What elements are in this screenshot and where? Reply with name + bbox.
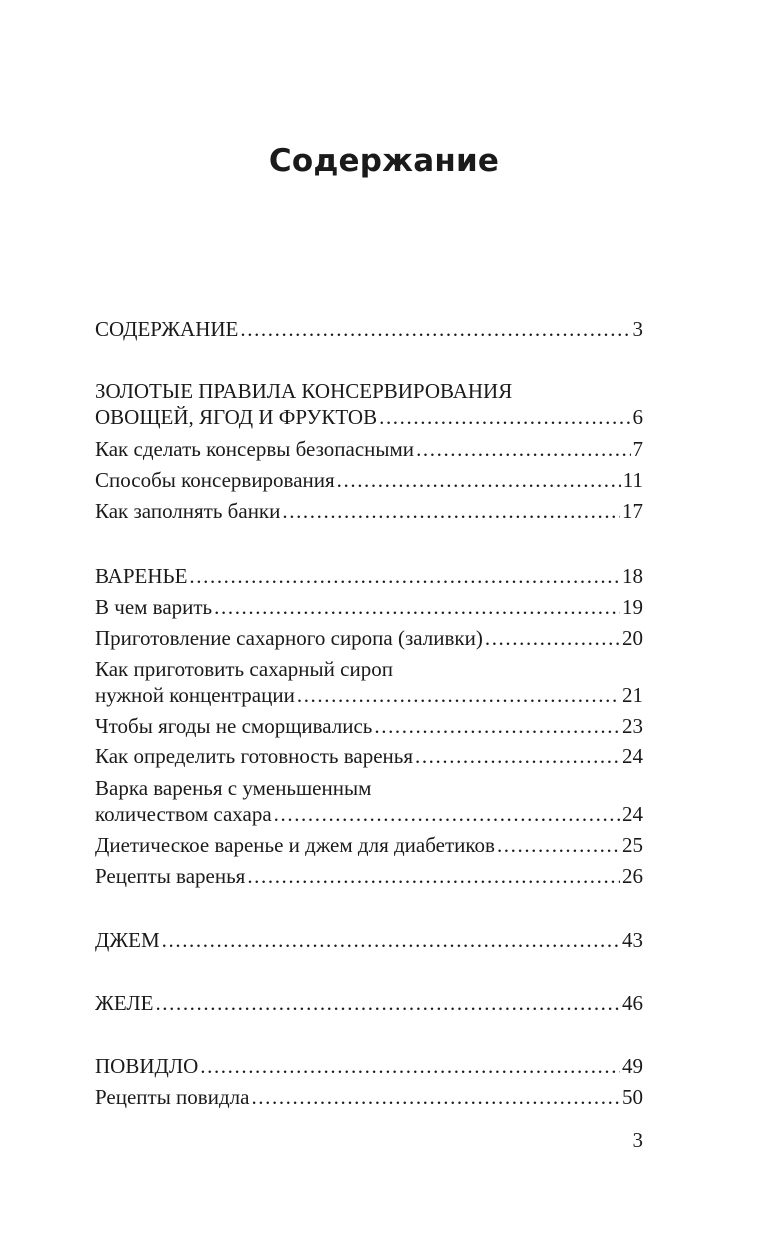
- toc-entry-title: ДЖЕМ: [95, 928, 160, 952]
- toc-entry-title: Рецепты повидла: [95, 1085, 250, 1109]
- toc-dot-leader: [497, 832, 620, 858]
- toc-entry-page: 46: [622, 991, 643, 1015]
- toc-entry: [95, 927, 643, 953]
- toc-entry-page: 43: [622, 928, 643, 952]
- toc-dot-leader: [155, 990, 620, 1016]
- toc-entry-page: 49: [622, 1054, 643, 1078]
- toc-dot-leader: [374, 713, 620, 739]
- toc-entry-title: Рецепты варенья: [95, 864, 246, 888]
- toc-entry: [95, 832, 643, 858]
- toc-dot-leader: [247, 863, 620, 889]
- toc-entry: [95, 990, 643, 1016]
- toc-entry-title: ВАРЕНЬЕ: [95, 564, 188, 588]
- toc-entry-title: В чем варить: [95, 595, 213, 619]
- toc-entry-title: ПОВИДЛО: [95, 1054, 199, 1078]
- toc-entry: [95, 743, 643, 769]
- toc-entry-page: 25: [622, 833, 643, 857]
- toc-entry: [95, 378, 643, 430]
- toc-entry-title: Способы консервирования: [95, 468, 335, 492]
- page-number: 3: [632, 1128, 643, 1152]
- toc-dot-leader: [189, 563, 620, 589]
- toc-dot-leader: [415, 743, 620, 769]
- toc-entry-page: 26: [622, 864, 643, 888]
- toc-dot-leader: [162, 927, 620, 953]
- toc-entry-title: ЖЕЛЕ: [95, 991, 154, 1015]
- toc-entry: [95, 1053, 643, 1079]
- toc-entry: [95, 775, 643, 827]
- toc-entry-page: 3: [632, 317, 643, 341]
- toc-entry: [95, 594, 643, 620]
- toc-dot-leader: [200, 1053, 620, 1079]
- toc-entry: [95, 713, 643, 739]
- toc-entry-page: 19: [622, 595, 643, 619]
- toc-entry: [95, 498, 643, 524]
- toc-entry-page: 24: [622, 802, 643, 826]
- page-title: Содержание: [268, 143, 500, 179]
- toc-dot-leader: [416, 436, 630, 462]
- toc-dot-leader: [214, 594, 620, 620]
- toc-entry-title: СОДЕРЖАНИЕ: [95, 317, 239, 341]
- toc-entry-page: 18: [622, 564, 643, 588]
- toc-entry-title: нужной концентрации: [95, 683, 295, 707]
- toc-entry-title: Приготовление сахарного сиропа (заливки): [95, 626, 483, 650]
- toc-entry-page: 24: [622, 744, 643, 768]
- toc-entry-title-line1: ЗОЛОТЫЕ ПРАВИЛА КОНСЕРВИРОВАНИЯ: [95, 379, 513, 403]
- toc-entry-title: Как определить готовность варенья: [95, 744, 413, 768]
- toc-entry-page: 17: [622, 499, 643, 523]
- toc-dot-leader: [274, 801, 620, 827]
- toc-entry-page: 11: [622, 468, 643, 492]
- toc-entry-page: 7: [632, 437, 643, 461]
- toc-entry: [95, 467, 643, 493]
- toc-entry-page: 6: [632, 405, 643, 429]
- toc-entry-page: 21: [622, 683, 643, 707]
- toc-entry-title-line1: Варка варенья с уменьшенным: [95, 776, 372, 800]
- toc-entry: [95, 863, 643, 889]
- toc-entry-title: ОВОЩЕЙ, ЯГОД И ФРУКТОВ: [95, 405, 378, 429]
- toc-dot-leader: [485, 625, 620, 651]
- toc-entry: [95, 316, 643, 342]
- toc-dot-leader: [251, 1084, 620, 1110]
- toc-entry-page: 20: [622, 626, 643, 650]
- toc-dot-leader: [379, 404, 630, 430]
- toc-entry: [95, 625, 643, 651]
- toc-entry: [95, 656, 643, 708]
- toc-entry-page: 23: [622, 714, 643, 738]
- toc-entry-title: количеством сахара: [95, 802, 272, 826]
- toc-dot-leader: [337, 467, 621, 493]
- toc-entry-title: Диетическое варенье и джем для диабетиков: [95, 833, 495, 857]
- toc-dot-leader: [297, 682, 620, 708]
- toc-dot-leader: [240, 316, 630, 342]
- toc-entry-title: Чтобы ягоды не сморщивались: [95, 714, 373, 738]
- toc-entry: [95, 436, 643, 462]
- toc-entry: [95, 563, 643, 589]
- toc-dot-leader: [282, 498, 620, 524]
- toc-entry-title-line1: Как приготовить сахарный сироп: [95, 657, 393, 681]
- toc-entry-title: Как заполнять банки: [95, 499, 281, 523]
- toc-entry: [95, 1084, 643, 1110]
- toc-entry-title: Как сделать консервы безопасными: [95, 437, 415, 461]
- toc-entry-page: 50: [622, 1085, 643, 1109]
